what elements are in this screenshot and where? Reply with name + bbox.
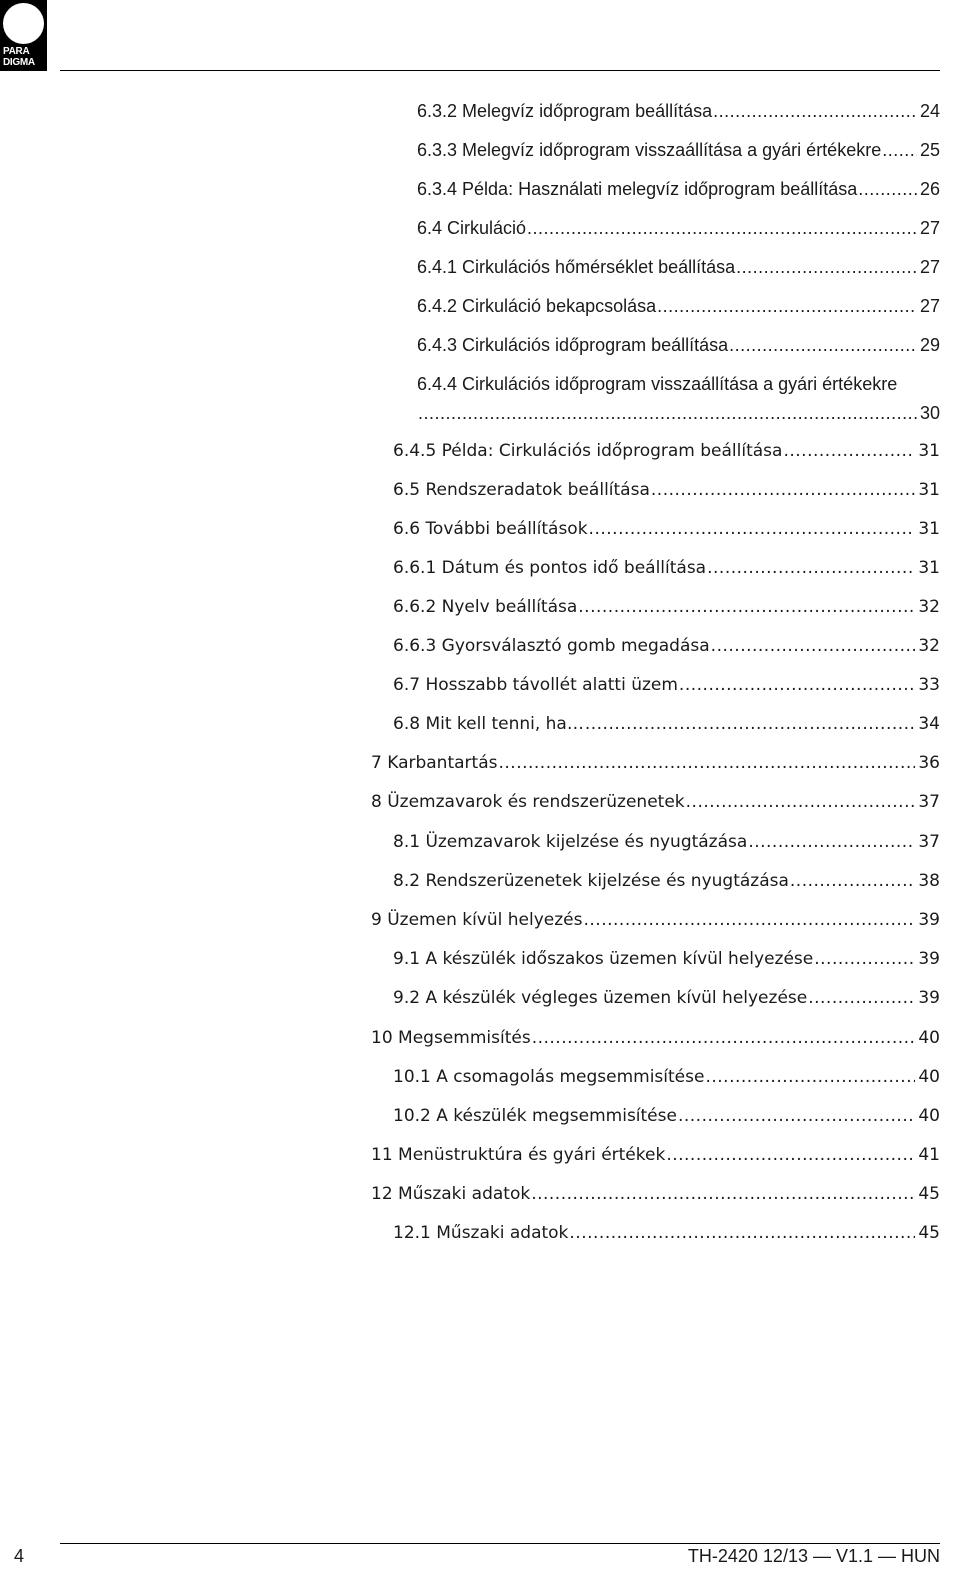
toc-entry-page: 27 (919, 218, 940, 238)
toc-entry-title: 7 Karbantartás (371, 753, 498, 773)
toc-dot-leader (882, 138, 917, 162)
toc-dot-leader (498, 751, 915, 775)
toc-entry (393, 869, 940, 893)
toc-dot-leader (585, 712, 916, 736)
toc-dot-leader (729, 333, 917, 357)
toc-entry-page: 40 (918, 1028, 940, 1048)
toc-dot-leader (686, 790, 916, 814)
toc-entry-page: 31 (918, 519, 940, 539)
toc-entry-title: 6.6 További beállítások (393, 519, 588, 539)
toc-entry-title: 6.4.2 Cirkuláció bekapcsolása (417, 296, 657, 316)
toc-entry-page: 31 (918, 480, 940, 500)
toc-dot-leader (584, 908, 916, 932)
toc-dot-leader (707, 556, 915, 580)
toc-dot-leader (569, 1221, 915, 1245)
toc-entry (393, 947, 940, 971)
toc-dot-leader (666, 1143, 915, 1167)
toc-entry-page: 36 (918, 753, 940, 773)
toc-entry (393, 517, 940, 541)
toc-dot-leader (736, 255, 917, 279)
footer-rule (60, 1543, 940, 1544)
toc-dot-leader (531, 1182, 915, 1206)
toc-entry-page: 31 (918, 558, 940, 578)
toc-entry-title: 6.4 Cirkuláció (417, 218, 527, 238)
toc-entry-title: 9.1 A készülék időszakos üzemen kívül helyezése (393, 949, 814, 969)
toc-dot-leader (814, 947, 915, 971)
toc-entry-page: 31 (918, 441, 940, 461)
toc-dot-leader (657, 294, 917, 318)
toc-entry (417, 255, 940, 279)
toc-entry (393, 986, 940, 1010)
logo-text-line2: DIGMA (3, 57, 35, 68)
toc-entry-page: 38 (918, 871, 940, 891)
toc-entry-page: 45 (918, 1223, 940, 1243)
toc-entry-title: 6.3.2 Melegvíz időprogram beállítása (417, 101, 713, 121)
toc-entry (371, 1026, 940, 1050)
toc-entry-page: 24 (919, 101, 940, 121)
toc-dot-leader (578, 595, 915, 619)
toc-entry-page: 39 (918, 988, 940, 1008)
toc-entry-page: 30 (919, 403, 940, 423)
toc-dot-leader (678, 1104, 915, 1128)
toc-entry-title: 10.2 A készülék megsemmisítése (393, 1106, 677, 1126)
toc-entry-title: 6.4.4 Cirkulációs időprogram visszaállítása a gyári értékekre (417, 374, 898, 394)
toc-entry (393, 439, 940, 463)
toc-entry (417, 177, 940, 201)
toc-entry-title: 6.6.3 Gyorsválasztó gomb megadása (393, 636, 710, 656)
toc-dot-leader (651, 478, 915, 502)
logo-text-line1: PARA (3, 46, 30, 57)
toc-dot-leader (532, 1026, 916, 1050)
toc-entry-title: 8.1 Üzemzavarok kijelzése és nyugtázása (393, 832, 748, 852)
footer-document-code: TH-2420 12/13 — V1.1 — HUN (687, 1546, 940, 1566)
toc-entry (393, 673, 940, 697)
toc-entry-title: 6.8 Mit kell tenni, ha… (393, 714, 584, 734)
toc-entry-title: 9 Üzemen kívül helyezés (371, 910, 583, 930)
toc-entry (417, 294, 940, 318)
toc-entry (417, 99, 940, 123)
toc-entry-title: 6.4.3 Cirkulációs időprogram beállítása (417, 335, 729, 355)
toc-entry-title: 12 Műszaki adatok (371, 1184, 531, 1204)
toc-entry-page: 45 (918, 1184, 940, 1204)
toc-dot-leader (808, 986, 915, 1010)
toc-entry-title: 6.6.2 Nyelv beállítása (393, 597, 578, 617)
toc-entry (393, 830, 940, 854)
toc-entry-title: 9.2 A készülék végleges üzemen kívül helyezése (393, 988, 808, 1008)
toc-entry-page: 37 (918, 792, 940, 812)
toc-entry-title: 6.3.4 Példa: Használati melegvíz időprogram beállítása (417, 179, 858, 199)
toc-entry-title: 10 Megsemmisítés (371, 1028, 531, 1048)
toc-dot-leader (679, 673, 915, 697)
toc-entry (393, 478, 940, 502)
toc-entry-page: 26 (919, 179, 940, 199)
toc-entry (393, 556, 940, 580)
toc-dot-leader (790, 869, 915, 893)
toc-dot-leader (783, 439, 915, 463)
toc-entry (371, 908, 940, 932)
toc-dot-leader (418, 401, 917, 425)
toc-entry-page: 40 (918, 1067, 940, 1087)
toc-entry (393, 595, 940, 619)
toc-entry-page: 27 (919, 296, 940, 316)
toc-entry (417, 216, 940, 240)
toc-entry-title: 6.4.1 Cirkulációs hőmérséklet beállítása (417, 257, 736, 277)
toc-entry-page: 29 (919, 335, 940, 355)
toc-entry-title: 12.1 Műszaki adatok (393, 1223, 569, 1243)
toc-entry (417, 401, 940, 425)
toc-entry (393, 1065, 940, 1089)
toc-dot-leader (527, 216, 917, 240)
toc-dot-leader (711, 634, 916, 658)
toc-entry-title: 6.5 Rendszeradatok beállítása (393, 480, 650, 500)
toc-dot-leader (713, 99, 917, 123)
footer-page-number: 4 (14, 1546, 25, 1566)
toc-entry-page: 33 (918, 675, 940, 695)
toc-entry (393, 1221, 940, 1245)
toc-entry-title: 10.1 A csomagolás megsemmisítése (393, 1067, 705, 1087)
toc-entry (371, 790, 940, 814)
toc-entry (393, 634, 940, 658)
toc-entry (417, 333, 940, 357)
toc-entry-title: 8.2 Rendszerüzenetek kijelzése és nyugtázása (393, 871, 789, 891)
toc-entry-title: 6.4.5 Példa: Cirkulációs időprogram beállítása (393, 441, 783, 461)
toc-entry-page: 39 (918, 910, 940, 930)
toc-entry-page: 32 (918, 636, 940, 656)
toc-entry-page: 39 (918, 949, 940, 969)
toc-dot-leader (748, 830, 915, 854)
toc-entry-page: 34 (918, 714, 940, 734)
toc-entry (393, 712, 940, 736)
toc-entry-page: 25 (919, 140, 940, 160)
toc-entry-page: 32 (918, 597, 940, 617)
toc-entry (417, 372, 940, 396)
toc-dot-leader (589, 517, 916, 541)
toc-entry (371, 1143, 940, 1167)
toc-entry (371, 751, 940, 775)
toc-entry-page: 27 (919, 257, 940, 277)
toc-entry-title: 6.3.3 Melegvíz időprogram visszaállítása a gyári értékekre (417, 140, 882, 160)
toc-dot-leader (705, 1065, 915, 1089)
toc-entry (417, 138, 940, 162)
toc-entry-title: 6.7 Hosszabb távollét alatti üzem (393, 675, 678, 695)
toc-entry (393, 1104, 940, 1128)
toc-entry-title: 8 Üzemzavarok és rendszerüzenetek (371, 792, 685, 812)
toc-entry (371, 1182, 940, 1206)
toc-entry-page: 37 (918, 832, 940, 852)
toc-entry-page: 40 (918, 1106, 940, 1126)
toc-entry-title: 11 Menüstruktúra és gyári értékek (371, 1145, 666, 1165)
toc-dot-leader (858, 177, 917, 201)
toc-entry-title: 6.6.1 Dátum és pontos idő beállítása (393, 558, 707, 578)
toc-entry-page: 41 (918, 1145, 940, 1165)
